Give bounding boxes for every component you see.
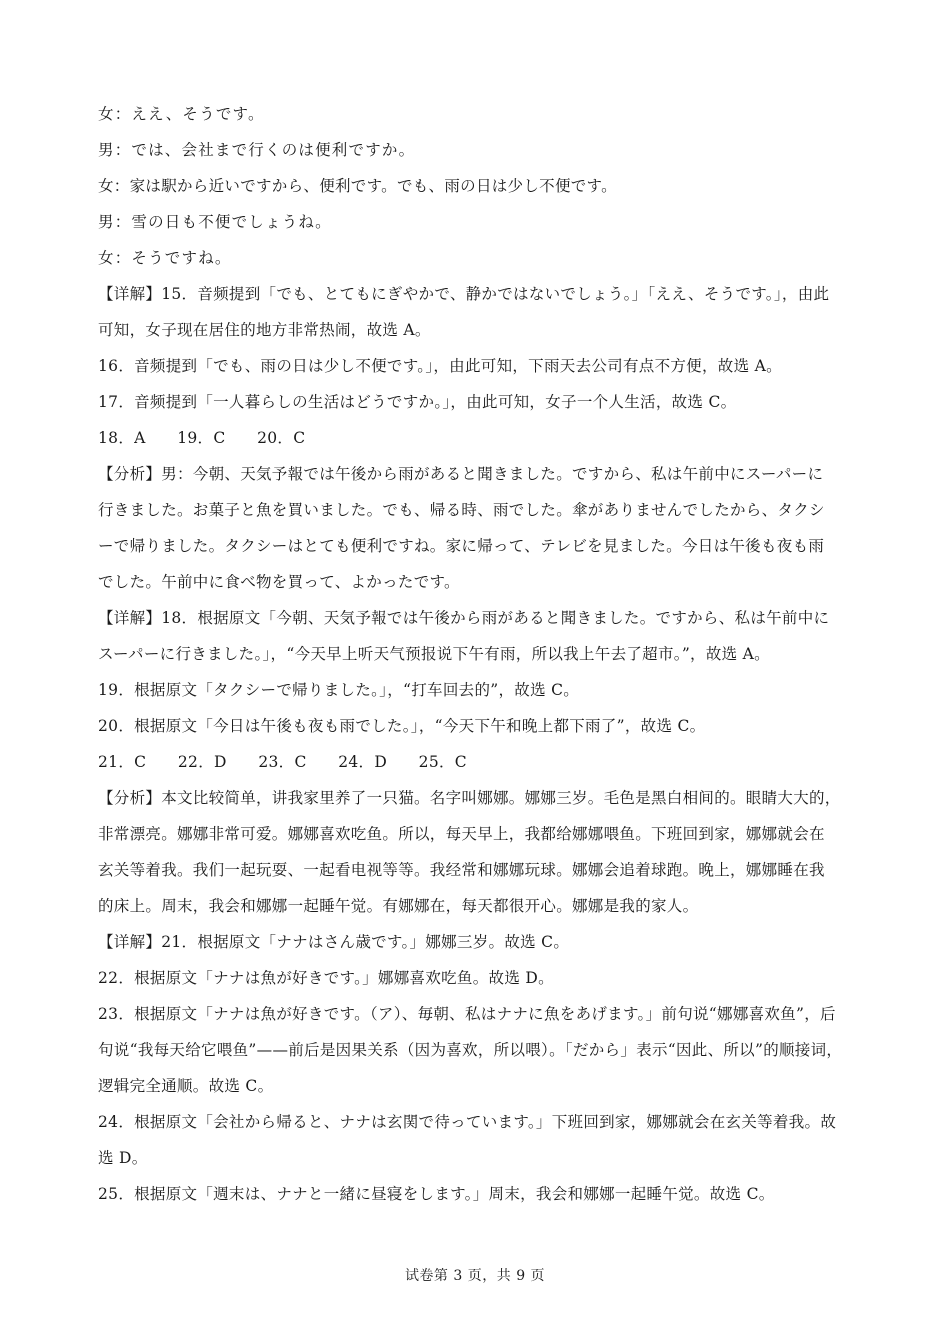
analysis-line: 非常漂亮。娜娜非常可爱。娜娜喜欢吃鱼。所以，每天早上，我都给娜娜喂鱼。下班回到家，娜娜就会在 bbox=[98, 825, 825, 843]
analysis-line: 玄关等着我。我们一起玩耍、一起看电视等等。我经常和娜娜玩球。娜娜会追着球跑。晚上，娜娜睡在我 bbox=[98, 861, 825, 879]
dialogue-line: 男：雪の日も不便でしょうね。 bbox=[98, 213, 332, 231]
explanation-line: 20．根据原文「今日は午後も夜も雨でした。」，“今天下午和晚上都下雨了”，故选 C。 bbox=[98, 717, 706, 735]
dialogue-line: 男：では、会社まで行くのは便利ですか。 bbox=[98, 141, 416, 159]
explanation-line: スーパーに行きました。」，“今天早上听天气预报说下午有雨，所以我上午去了超市。”，故选 A。 bbox=[98, 645, 770, 663]
explanation-line: 选 D。 bbox=[98, 1149, 148, 1167]
analysis-line: 行きました。お菓子と魚を買いました。でも、帰る時、雨でした。傘がありませんでしたから、タクシ bbox=[98, 501, 825, 519]
analysis-line: 【分析】本文比较简单，讲我家里养了一只猫。名字叫娜娜。娜娜三岁。毛色是黑白相间的。眼睛大大的， bbox=[98, 789, 841, 807]
explanation-line: 句说“我每天给它喂鱼”——前后是因果关系（因为喜欢，所以喂）。「だから」表示“因此、所以”的顺接词， bbox=[98, 1041, 843, 1059]
answer-explanation-text bbox=[98, 96, 864, 1212]
page-footer: 试卷第 3 页，共 9 页 bbox=[404, 1268, 546, 1284]
explanation-line: 【详解】15．音频提到「でも、とてもにぎやかで、静かではないでしょう。」「ええ、そうです。」，由此 bbox=[98, 285, 830, 303]
answer-key-line: 21．C 22．D 23．C 24．D 25．C bbox=[98, 753, 467, 771]
explanation-line: 23．根据原文「ナナは魚が好きです。（ア）、毎朝、私はナナに魚をあげます。」前句说“娜娜喜欢鱼”，后 bbox=[98, 1005, 836, 1023]
explanation-line: 【详解】21．根据原文「ナナはさん歳です。」娜娜三岁。故选 C。 bbox=[98, 933, 570, 951]
explanation-line: 可知，女子现在居住的地方非常热闹，故选 A。 bbox=[98, 321, 431, 339]
analysis-line: ーで帰りました。タクシーはとても便利ですね。家に帰って、テレビを見ました。今日は午後も夜も雨 bbox=[98, 537, 825, 555]
explanation-line: 【详解】18．根据原文「今朝、天気予報では午後から雨があると聞きました。ですから、私は午前中に bbox=[98, 609, 830, 627]
explanation-line: 逻辑完全通顺。故选 C。 bbox=[98, 1077, 274, 1095]
analysis-line: 【分析】男：今朝、天気予報では午後から雨があると聞きました。ですから、私は午前中にスーパーに bbox=[98, 465, 824, 483]
dialogue-line: 女：家は駅から近いですから、便利です。でも、雨の日は少し不便です。 bbox=[98, 177, 617, 195]
explanation-line: 24．根据原文「会社から帰ると、ナナは玄関で待っています。」下班回到家，娜娜就会在玄关等着我。故 bbox=[98, 1113, 837, 1131]
answer-key-line: 18．A 19．C 20．C bbox=[98, 429, 306, 447]
analysis-line: でした。午前中に食べ物を買って、よかったです。 bbox=[98, 573, 460, 591]
explanation-line: 17．音频提到「一人暮らしの生活はどうですか。」，由此可知，女子一个人生活，故选 C。 bbox=[98, 393, 737, 411]
explanation-line: 19．根据原文「タクシーで帰りました。」，“打车回去的”，故选 C。 bbox=[98, 681, 580, 699]
explanation-line: 25．根据原文「週末は、ナナと一緒に昼寝をします。」周末，我会和娜娜一起睡午觉。故选 C。 bbox=[98, 1185, 775, 1203]
explanation-line: 22．根据原文「ナナは魚が好きです。」娜娜喜欢吃鱼。故选 D。 bbox=[98, 969, 554, 987]
explanation-line: 16．音频提到「でも、雨の日は少し不便です。」，由此可知，下雨天去公司有点不方便，故选 A。 bbox=[98, 357, 782, 375]
analysis-line: 的床上。周末，我会和娜娜一起睡午觉。有娜娜在，每天都很开心。娜娜是我的家人。 bbox=[98, 897, 699, 915]
dialogue-line: 女：ええ、そうです。 bbox=[98, 105, 265, 123]
dialogue-line: 女：そうですね。 bbox=[98, 249, 232, 267]
